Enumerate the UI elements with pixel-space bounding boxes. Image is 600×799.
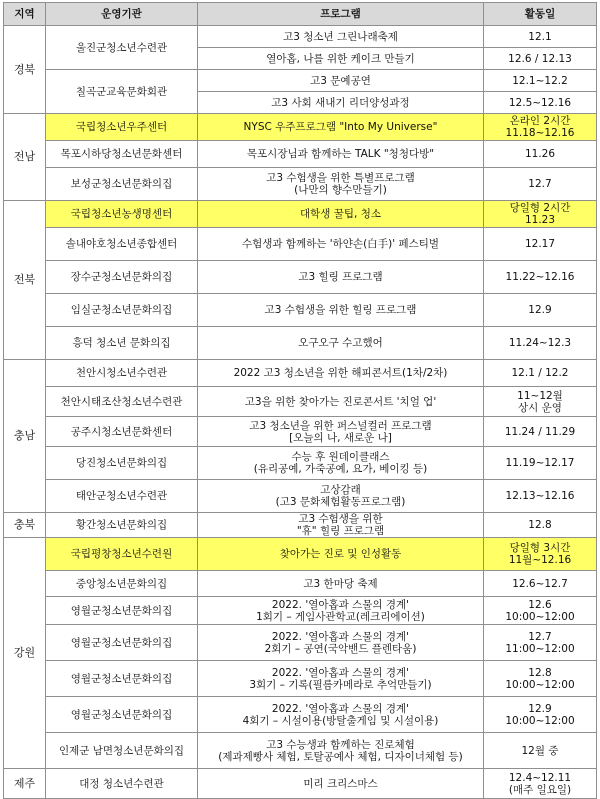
org-cell: 중앙청소년문화의집 — [46, 571, 198, 597]
program-line: 2022. '열아홉과 스물의 경계' — [271, 702, 410, 715]
program-line: 고3 힐링 프로그램 — [298, 271, 383, 283]
program-cell — [198, 480, 484, 513]
program-line: 고3 수험생을 위한 — [298, 513, 383, 525]
table-row — [4, 387, 597, 417]
date-line: 11.22~12.16 — [505, 271, 575, 283]
table-row — [4, 417, 597, 447]
program-cell — [198, 228, 484, 261]
program-cell — [198, 360, 484, 387]
program-schedule-table — [3, 2, 597, 799]
program-line: 3회기 – 기록(필름카메라로 추억만들기) — [249, 678, 432, 691]
org-cell: 천안시태조산청소년수련관 — [46, 387, 198, 417]
program-cell — [198, 597, 484, 625]
program-line: 미리 크리스마스 — [303, 777, 378, 790]
region-cell: 전북 — [4, 201, 46, 360]
date-line: 12.13~12.16 — [505, 490, 575, 502]
table-row — [4, 201, 597, 228]
org-cell: 솔내야호청소년종합센터 — [46, 228, 198, 261]
date-line: 12.7 — [528, 178, 552, 190]
table-row — [4, 447, 597, 480]
table-row — [4, 327, 597, 360]
program-cell — [198, 168, 484, 201]
table-row — [4, 70, 597, 92]
date-cell — [484, 625, 597, 661]
date-line: 온라인 2시간 — [509, 115, 571, 127]
program-cell — [198, 261, 484, 294]
header-date: 활동일 — [484, 3, 597, 26]
date-cell — [484, 697, 597, 733]
org-cell: 임실군청소년문화의집 — [46, 294, 198, 327]
org-cell: 장수군청소년문화의집 — [46, 261, 198, 294]
region-cell: 충북 — [4, 513, 46, 538]
program-line: 2회기 – 공연(국악밴드 플렌타움) — [264, 642, 417, 655]
date-line: 12.6 / 12.13 — [508, 52, 572, 65]
date-line: 12.1~12.2 — [512, 74, 568, 87]
program-cell — [198, 447, 484, 480]
program-line: 수험생과 함께하는 '하얀손(白手)' 페스티벌 — [241, 238, 440, 250]
date-cell — [484, 360, 597, 387]
program-line: 2022 고3 청소년을 위한 해피콘서트(1차/2차) — [233, 367, 448, 379]
date-cell — [484, 26, 597, 48]
date-cell — [484, 661, 597, 697]
table-row — [4, 597, 597, 625]
program-cell — [198, 417, 484, 447]
program-cell — [198, 625, 484, 661]
org-cell: 보성군청소년문화의집 — [46, 168, 198, 201]
table-row — [4, 228, 597, 261]
region-cell: 경북 — [4, 26, 46, 114]
date-line: 12.9 — [528, 702, 552, 715]
program-line: 2022. '열아홉과 스물의 경계' — [271, 598, 410, 611]
table-row — [4, 571, 597, 597]
date-line: 10:00~12:00 — [505, 678, 575, 691]
program-cell — [198, 48, 484, 70]
program-line: (제과제빵사 체험, 토탈공예사 체험, 디자이너체험 등) — [218, 750, 463, 763]
date-line: 12.6 — [528, 598, 552, 611]
org-cell: 흥덕 청소년 문화의집 — [46, 327, 198, 360]
program-line: 대학생 꿀팁, 청소 — [299, 208, 381, 220]
program-cell — [198, 571, 484, 597]
date-cell — [484, 294, 597, 327]
region-cell: 강원 — [4, 538, 46, 769]
table-row — [4, 697, 597, 733]
date-line: 10:00~12:00 — [505, 714, 575, 727]
date-line: 12월 중 — [521, 744, 559, 757]
program-cell — [198, 70, 484, 92]
program-cell — [198, 538, 484, 571]
table-row — [4, 141, 597, 168]
program-cell — [198, 697, 484, 733]
header-org: 운영기관 — [46, 3, 198, 26]
date-line: 12.8 — [528, 519, 552, 531]
program-line: 고3 청소년을 위한 퍼스널컬러 프로그램 — [249, 419, 432, 432]
org-cell: 영월군청소년문화의집 — [46, 661, 198, 697]
org-cell: 인제군 남면청소년문화의집 — [46, 733, 198, 769]
org-cell: 영월군청소년문화의집 — [46, 697, 198, 733]
date-line: 12.5~12.16 — [508, 96, 572, 109]
date-cell — [484, 201, 597, 228]
table-row — [4, 168, 597, 201]
table-row — [4, 480, 597, 513]
program-cell — [198, 294, 484, 327]
date-line: 12.1 — [528, 30, 552, 43]
table-row — [4, 661, 597, 697]
date-line: 11.18~12.16 — [505, 127, 575, 139]
date-cell — [484, 538, 597, 571]
program-line: 고3 청소년 그린나래축제 — [283, 30, 398, 43]
program-cell — [198, 513, 484, 538]
program-line: 고3 사회 새내기 리더양성과정 — [271, 96, 410, 109]
org-cell: 태안군청소년수련관 — [46, 480, 198, 513]
date-line: 상시 운영 — [518, 401, 562, 414]
date-line: 10:00~12:00 — [505, 610, 575, 623]
date-cell — [484, 92, 597, 114]
org-cell: 국립청소년농생명센터 — [46, 201, 198, 228]
date-line: 11.19~12.17 — [505, 457, 575, 469]
org-cell: 울진군청소년수련관 — [46, 26, 198, 70]
date-cell — [484, 733, 597, 769]
table-row — [4, 769, 597, 799]
org-cell: 대정 청소년수련관 — [46, 769, 198, 799]
program-line: 고3 한마당 축제 — [303, 577, 378, 590]
program-line: (고3 문화체험활동프로그램) — [275, 496, 406, 508]
program-cell — [198, 114, 484, 141]
program-cell — [198, 661, 484, 697]
table-row — [4, 513, 597, 538]
date-cell — [484, 114, 597, 141]
date-line: 11월~12.16 — [508, 554, 572, 566]
table-row — [4, 625, 597, 661]
org-cell: 영월군청소년문화의집 — [46, 597, 198, 625]
program-line: 고3 수험생을 위한 힐링 프로그램 — [264, 304, 417, 316]
program-cell — [198, 387, 484, 417]
program-line: 4회기 – 시설이용(방탈출게임 및 시설이용) — [242, 714, 439, 727]
date-cell — [484, 48, 597, 70]
date-line: 12.8 — [528, 666, 552, 679]
program-line: 고3 문예공연 — [310, 74, 371, 87]
table-row — [4, 538, 597, 571]
program-line: 2022. '열아홉과 스물의 경계' — [271, 630, 410, 643]
region-cell: 충남 — [4, 360, 46, 513]
date-cell — [484, 387, 597, 417]
date-cell — [484, 70, 597, 92]
table-row — [4, 114, 597, 141]
date-line: 12.6~12.7 — [512, 577, 568, 590]
table-body — [4, 26, 597, 799]
table-row — [4, 294, 597, 327]
org-cell: 황간청소년문화의집 — [46, 513, 198, 538]
date-cell — [484, 228, 597, 261]
program-line: 2022. '열아홉과 스물의 경계' — [271, 666, 410, 679]
program-line: 1회기 – 게임사관학교(레크리에이션) — [256, 610, 425, 623]
program-cell — [198, 141, 484, 168]
region-cell: 제주 — [4, 769, 46, 799]
program-cell — [198, 733, 484, 769]
region-cell: 전남 — [4, 114, 46, 201]
org-cell: 당진청소년문화의집 — [46, 447, 198, 480]
org-cell: 천안시청소년수련관 — [46, 360, 198, 387]
program-line: 찾아가는 진로 및 인성활동 — [279, 548, 402, 560]
date-cell — [484, 261, 597, 294]
org-cell: 국립청소년우주센터 — [46, 114, 198, 141]
program-cell — [198, 769, 484, 799]
date-cell — [484, 513, 597, 538]
header-program: 프로그램 — [198, 3, 484, 26]
date-line: 12.7 — [528, 630, 552, 643]
table-row — [4, 26, 597, 48]
program-line: 열아홉, 나를 위한 케이크 만들기 — [266, 52, 415, 65]
table-row — [4, 733, 597, 769]
program-cell — [198, 26, 484, 48]
date-cell — [484, 769, 597, 799]
date-line: 당일형 3시간 — [509, 542, 571, 554]
date-cell — [484, 480, 597, 513]
program-line: 목포시장님과 함께하는 TALK "청청다방" — [246, 148, 435, 160]
date-line: (매주 일요일) — [508, 783, 572, 796]
header-row — [4, 3, 597, 26]
date-line: 당일형 2시간 — [509, 202, 571, 214]
date-line: 11.24~12.3 — [508, 337, 572, 349]
date-line: 12.4~12.11 — [508, 771, 572, 784]
date-line: 11:00~12:00 — [505, 642, 575, 655]
date-line: 12.1 / 12.2 — [511, 367, 569, 379]
org-cell: 공주시청소년문화센터 — [46, 417, 198, 447]
org-cell: 칠곡군교육문화회관 — [46, 70, 198, 114]
table-row — [4, 261, 597, 294]
date-line: 11.26 — [524, 148, 556, 160]
header-region: 지역 — [4, 3, 46, 26]
program-line: (유리공예, 가죽공예, 요가, 베이킹 등) — [253, 463, 428, 475]
program-cell — [198, 92, 484, 114]
date-cell — [484, 571, 597, 597]
program-line: 고상감래 — [320, 484, 361, 496]
program-line: "휴" 힐링 프로그램 — [296, 525, 385, 537]
program-cell — [198, 201, 484, 228]
program-line: 고3을 위한 찾아가는 진로콘서트 '치얼 업' — [244, 395, 437, 408]
date-cell — [484, 597, 597, 625]
org-cell: 영월군청소년문화의집 — [46, 625, 198, 661]
date-line: 12.9 — [528, 304, 552, 316]
table-row — [4, 360, 597, 387]
date-line: 11.23 — [524, 214, 556, 226]
org-cell: 국립평창청소년수련원 — [46, 538, 198, 571]
program-line: 수능 후 원데이클래스 — [291, 451, 390, 463]
program-line: NYSC 우주프로그램 "Into My Universe" — [243, 121, 438, 133]
program-line: (나만의 향수만들기) — [294, 184, 387, 196]
program-line: 오구오구 수고했어 — [298, 337, 383, 349]
program-cell — [198, 327, 484, 360]
date-cell — [484, 327, 597, 360]
date-cell — [484, 168, 597, 201]
program-line: 고3 수능생과 함께하는 진로체험 — [266, 738, 415, 751]
program-line: 고3 수험생을 위한 특별프로그램 — [266, 172, 415, 184]
date-cell — [484, 447, 597, 480]
date-line: 11~12월 — [517, 389, 563, 402]
org-cell: 목포시하당청소년문화센터 — [46, 141, 198, 168]
date-cell — [484, 417, 597, 447]
date-line: 12.17 — [524, 238, 556, 250]
date-cell — [484, 141, 597, 168]
date-line: 11.24 / 11.29 — [504, 425, 576, 438]
program-line: [오늘의 나, 새로운 나] — [289, 431, 392, 444]
